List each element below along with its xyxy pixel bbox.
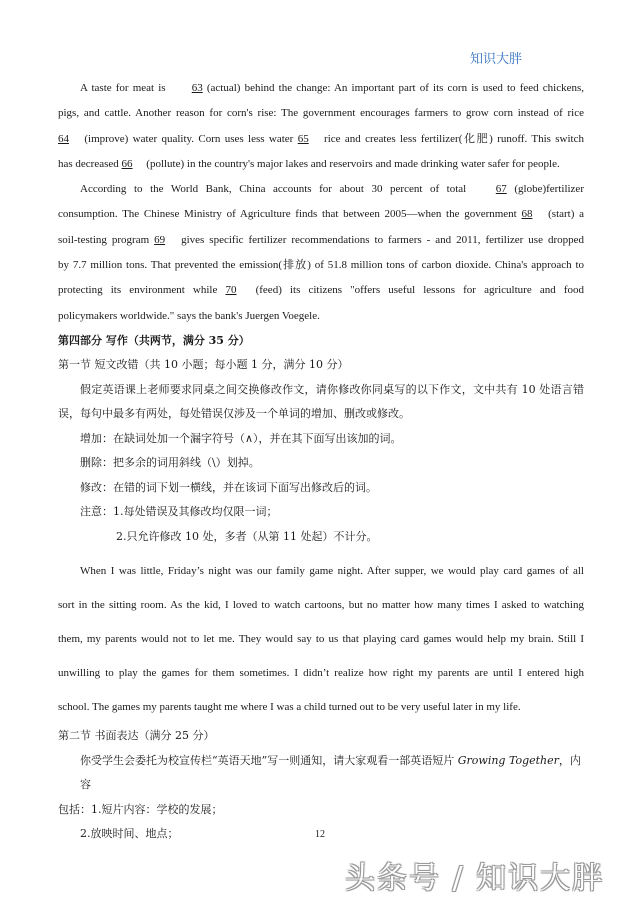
task-line-3: 2.放映时间、地点；: [80, 827, 179, 841]
blank-70: 70: [225, 284, 237, 297]
essay-line-4: unwilling to play the games for them sometimes. I didn’t realize how right my parents are until I entered high: [58, 666, 584, 679]
essay-line-5: school. The games my parents taught me where I was a child turned out to be very useful later in my life.: [58, 700, 521, 713]
note-1: 注意：1.每处错误及其修改均仅限一词；: [80, 505, 278, 519]
blank-67: 67: [495, 183, 507, 196]
note-2: 2.只允许修改 10 处，多者（从第 11 处起）不计分。: [116, 529, 378, 543]
header-brand: 知识大胖: [470, 52, 523, 67]
passage-paragraph-2: According to the World Bank, China accounts for about 30 percent of total 67 (globe)fertilizer: [58, 177, 584, 202]
rule-delete: 删除：把多余的词用斜线（\）划掉。: [80, 456, 260, 470]
section1-title: 第一节 短文改错（共 10 小题；每小题 1 分，满分 10 分）: [58, 358, 349, 372]
watermark: 头条号 / 知识大胖: [345, 861, 605, 896]
blank-63: 63: [191, 82, 203, 94]
blank-66: 66: [121, 157, 133, 170]
task-line-2: 包括：1.短片内容：学校的发展；: [58, 802, 223, 816]
essay-line-1: When I was little, Friday’s night was our family game night. After supper, we would play card games of all: [80, 565, 584, 578]
blank-69: 69: [154, 233, 166, 246]
essay-line-3: them, my parents would not to let me. They would say to us that playing card games would help my brain. Still I: [58, 633, 584, 646]
instruction-line-2: 误，每句中最多有两处，每处错误仅涉及一个单词的增加、删改或修改。: [58, 407, 410, 421]
blank-65: 65: [297, 132, 309, 145]
blank-64: 64: [58, 132, 69, 145]
passage-paragraph-1: A taste for meat is 63 (actual) behind the change: An important part of its corn is used to feed chickens,: [58, 76, 584, 101]
section2-title: 第二节 书面表达（满分 25 分）: [58, 729, 215, 743]
instruction-line-1: 假定英语课上老师要求同桌之间交换修改作文，请你修改你同桌写的以下作文，文中共有 10 处语言错: [80, 382, 584, 396]
film-title: Growing Together: [457, 753, 559, 767]
blank-68: 68: [521, 208, 533, 221]
document-page: A taste for meat is 63 (actual) behind the change: An important part of its corn is used to feed chickens, pigs, and cattle. Another reason for corn's rise: The government encourages farmers to grow corn instead of rice 64 (improve) water quality. Corn uses less water 65 rice and creates less fertilizer(化肥) runoff. This switch has decreased 66 (pollute) in the country's major lakes and reservoirs and made drinking water safer for people. According to the World Bank, China accounts for about 30 percent of total 67 (globe)fertilizer consumption. The Chinese Ministry of Agriculture finds that between 2005—when the government 68 (start) a soil-testing program 69 gives specific fertilizer recommendations to farmers - and 2011, fertilizer use dropped by 7.7 million tons. That prevented the emission(排放) of 51.8 million tons of carbon dioxide. China's approach to protecting its environment while 70 (feed) its citizens "offers useful lessons for agriculture and food policymakers worldwide." says the bank's Juergen Voegele. 第四部分 写作（共两节，满分 35 分） 第一节 短文改错（共 10 小题；每小题 1 分，满分 10 分） 假定英语课上老师要求同桌之间交换修改作文，请你修改你同桌写的以下作文，文中共有 10 处语言错 误，每句中最多有两处，每处错误仅涉及一个单词的增加、删改或修改。 增加：在缺词处加一个漏字符号（∧），并在其下面写出该加的词。 删除：把多余的词用斜线（\）划掉。 修改：在错的词下划一横线，并在该词下面写出修改后的词。 注意：1.每处错误及其修改均仅限一词； 2.只允许修改 10 处，多者（从第 11 处起）不计分。 When I was little, Friday’s night was our family game night. After supper, we would play card games of all sort in the sitting room. As the kid, I loved to watch cartoons, but no matter how many times I asked to watching them, my parents would not to let me. They would say to us that playing card games would help my brain. Still I unwilling to play the games for them sometimes. I didn’t realize how right my parents are until I entered high school. The games my parents taught me where I was a child turned out to be very useful later in my life. 第二节 书面表达（满分 25 分） 你受学生会委托为校宣传栏“英语天地”写一则通知，请大家观看一部英语短片 Growing Together，内容 包括：1.短片内容：学校的发展； 2.放映时间、地点；: [58, 76, 584, 847]
page-number: 12: [315, 829, 325, 840]
essay-line-2: sort in the sitting room. As the kid, I loved to watch cartoons, but no matter how many times I asked to watching: [58, 599, 584, 612]
part4-title: 第四部分 写作（共两节，满分 35 分）: [58, 333, 250, 347]
rule-modify: 修改：在错的词下划一横线，并在该词下面写出修改后的词。: [80, 480, 377, 494]
task-line-1: 你受学生会委托为校宣传栏“英语天地”写一则通知，请大家观看一部英语短片 Growing Together，内容: [80, 753, 581, 792]
rule-add: 增加：在缺词处加一个漏字符号（∧），并在其下面写出该加的词。: [80, 431, 402, 445]
